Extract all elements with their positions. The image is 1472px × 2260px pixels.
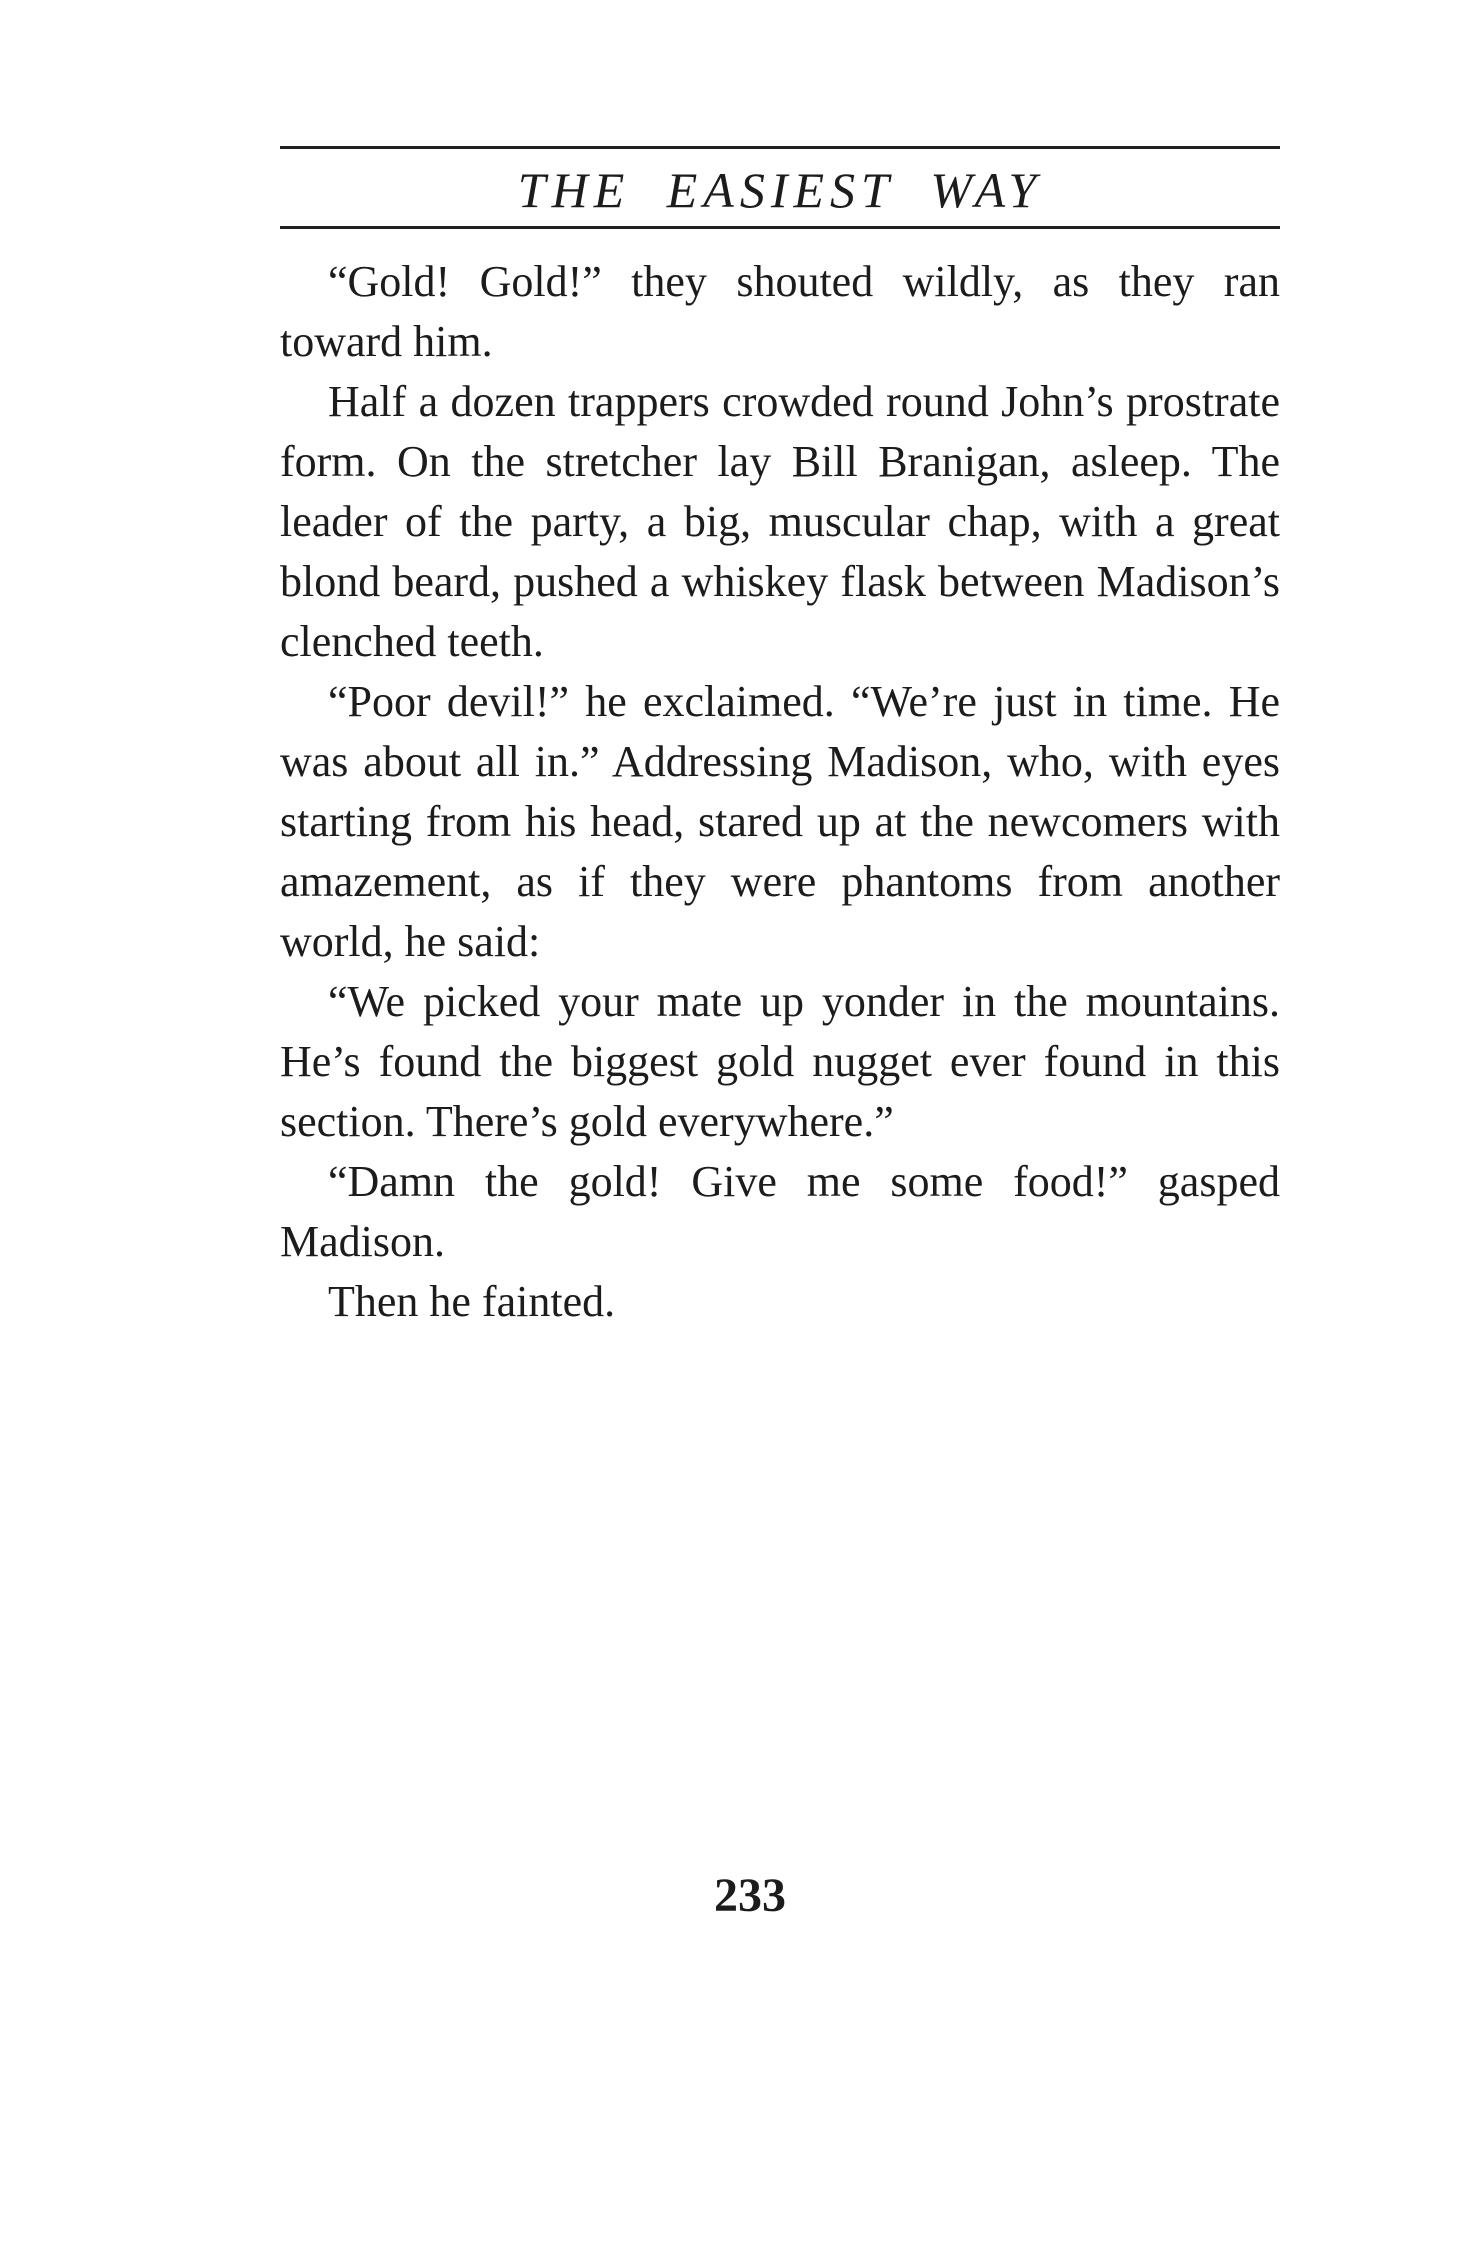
header-rule-bottom [280,226,1280,229]
running-head: THE EASIEST WAY [517,162,1043,218]
page-number: 233 [714,1869,786,1922]
body-text [280,252,1280,1332]
paragraph-1: “Gold! Gold!” they shouted wildly, as they ran toward him. [280,257,1280,366]
paragraph-5: “Damn the gold! Give me some food!” gasped Madison. [280,1157,1280,1266]
paragraph-6: Then he fainted. [328,1277,616,1326]
header-rule-top [280,146,1280,149]
paragraph-3: “Poor devil!” he exclaimed. “We’re just in time. He was about all in.” Addressing Madison, who, with eyes starting from his head, stared up at the newcomers with amazement, as if they were phantoms from another world, he said: [280,677,1280,966]
paragraph-4: “We picked your mate up yonder in the mountains. He’s found the biggest gold nugget ever found in this section. There’s gold everywhere.” [280,977,1280,1146]
paragraph-2: Half a dozen trappers crowded round John’s prostrate form. On the stretcher lay Bill Branigan, asleep. The leader of the party, a big, muscular chap, with a great blond beard, pushed a whiskey flask between Madison’s clenched teeth. [280,377,1280,666]
